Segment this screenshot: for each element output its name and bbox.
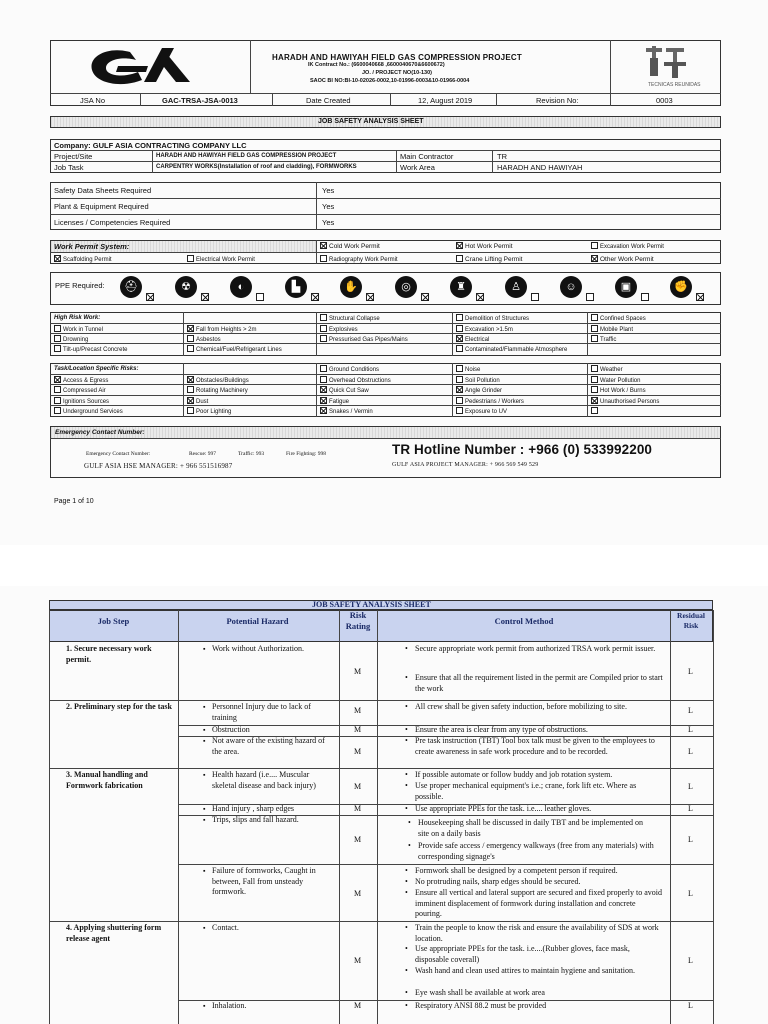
checkbox-icon	[320, 314, 327, 321]
gloves-icon: ✋	[340, 276, 362, 298]
plant-equipment-label: Plant & Equipment Required	[54, 202, 149, 211]
risk-rating-2b: M	[354, 725, 362, 734]
control-4b: • Use appropriate PPEs for the task. i.e....(Rubber gloves, face mask, disposable coverall)	[415, 944, 655, 965]
header-residual-risk: Residual Risk	[677, 611, 705, 630]
risk-contaminated-atmosphere[interactable]: Contaminated/Flammable Atmosphere	[456, 345, 567, 353]
emergency-fire-fighting: Fire Fighting: 998	[286, 451, 327, 457]
ppe-checkbox-goggles[interactable]	[421, 293, 429, 301]
checkbox-icon	[456, 376, 463, 383]
checkbox-icon	[320, 407, 327, 414]
risk-pressurised-gas[interactable]: Pressurised Gas Pipes/Mains	[320, 335, 408, 343]
risk-fall-from-heights[interactable]: Fall from Heights > 2m	[187, 325, 257, 333]
control-4a: • Train the people to know the risk and ensure the availability of SDS at work location.	[415, 923, 670, 944]
permit-electrical[interactable]: Electrical Work Permit	[187, 255, 255, 263]
residual-risk-2b: L	[688, 725, 693, 734]
hazard-4a: ▪ Contact.	[212, 923, 239, 934]
hand-protection-icon: ✊	[670, 276, 692, 298]
risk-tilt-up-precast[interactable]: Tilt-up/Precast Concrete	[54, 345, 127, 353]
checkbox-icon	[456, 255, 463, 262]
high-risk-title: High Risk Work:	[54, 315, 101, 321]
control-3a: • If possible automate or follow buddy and job rotation system.	[415, 770, 665, 781]
saoc-number: SAOC BI NO:BI-10-02026-0002,10-01996-0003&10-01966-0004	[310, 78, 470, 84]
permit-scaffolding[interactable]: Scaffolding Permit	[54, 255, 112, 263]
risk-confined-spaces[interactable]: Confined Spaces	[591, 314, 646, 322]
hazard-3a: ▪ Health hazard (i.e.... Muscular skeletal disease and back injury)	[212, 770, 334, 791]
ppe-label: PPE Required:	[55, 281, 105, 290]
control-3g: • No protruding nails, sharp edges should be secured.	[415, 877, 665, 888]
job-task-value: CARPENTRY WORKS(Installation of roof and cladding), FORMWORKS	[156, 164, 357, 170]
checkbox-icon	[591, 255, 598, 262]
risk-rating-2a: M	[354, 706, 362, 715]
checkbox-icon	[54, 255, 61, 262]
risk-work-in-tunnel[interactable]: Work in Tunnel	[54, 325, 103, 333]
hard-hat-icon: ⛑	[120, 276, 142, 298]
jsa-table-title: JOB SAFETY ANALYSIS SHEET	[312, 600, 431, 609]
emergency-rescue: Rescue: 997	[189, 451, 217, 457]
control-3d: • Housekeeping shall be discussed in daily TBT and be implemented on site on a daily basis	[418, 818, 653, 839]
tr-hotline: TR Hotline Number : +966 (0) 533992200	[392, 442, 653, 457]
work-permit-title: Work Permit System:	[54, 242, 130, 251]
risk-mobile-plant[interactable]: Mobile Plant	[591, 325, 633, 333]
work-area-label: Work Area	[400, 163, 435, 172]
permit-hot-work[interactable]: Hot Work Permit	[456, 242, 513, 250]
task-risk-ground-conditions[interactable]: Ground Conditions	[320, 365, 379, 373]
checkbox-icon	[187, 397, 194, 404]
checkbox-icon	[591, 242, 598, 249]
checkbox-icon	[456, 314, 463, 321]
risk-rating-3c: M	[354, 835, 362, 844]
hazard-4b: ▪ Inhalation.	[212, 1001, 246, 1012]
checkbox-icon	[456, 386, 463, 393]
page-separator	[0, 545, 768, 586]
jsa-no-value: GAC-TRSA-JSA-0013	[162, 96, 238, 105]
header-job-step: Job Step	[97, 616, 130, 626]
control-2a: • All crew shall be given safety induction, before mobilizing to site.	[415, 702, 675, 713]
hazard-3c: ▪ Trips, slips and fall hazard.	[212, 815, 299, 826]
risk-explosives[interactable]: Explosives	[320, 325, 358, 333]
ppe-checkbox-hard-hat[interactable]	[146, 293, 154, 301]
document-page-2	[0, 586, 768, 1024]
licenses-value: Yes	[322, 218, 335, 227]
ppe-checkbox-hand-protection[interactable]	[696, 293, 704, 301]
risk-rating-3b: M	[354, 804, 362, 813]
control-4d: • Eye wash shall be available at work area	[415, 988, 545, 999]
task-risk-unauthorised-persons[interactable]: Unauthorised Persons	[591, 397, 659, 405]
emergency-traffic: Traffic: 993	[238, 451, 265, 457]
safety-boots-icon: ▙	[285, 276, 307, 298]
ik-contract: IK Contract No.: (6600040668 ,6600040670&6600672)	[308, 62, 445, 68]
plant-equipment-value: Yes	[322, 202, 335, 211]
ppe-checkbox-ear-protection[interactable]	[256, 293, 264, 301]
ppe-checkbox-harness[interactable]	[531, 293, 539, 301]
checkbox-icon	[320, 242, 327, 249]
hazard-2c: ▪ Not aware of the existing hazard of the area.	[212, 736, 336, 757]
checkbox-icon	[54, 325, 61, 332]
sheet-title: JOB SAFETY ANALYSIS SHEET	[318, 118, 424, 125]
checkbox-icon	[54, 407, 61, 414]
checkbox-icon	[456, 325, 463, 332]
control-3c: • Use appropriate PPEs for the task. i.e.... leather gloves.	[415, 804, 591, 815]
company-name: Company: GULF ASIA CONTRACTING COMPANY LLC	[54, 141, 247, 150]
hazard-2a: ▪ Personnel Injury due to lack of training	[212, 702, 336, 723]
risk-rating-3d: M	[354, 889, 362, 898]
residual-risk-4a: L	[688, 956, 693, 965]
date-created-label: Date Created	[306, 96, 351, 105]
job-step-4: 4. Applying shuttering form release agent	[66, 923, 162, 943]
project-manager-contact: GULF ASIA PROJECT MANAGER: + 966 569 549 529	[392, 462, 539, 468]
hse-manager-contact: GULF ASIA HSE MANAGER: + 966 551516987	[84, 462, 233, 470]
checkbox-icon	[591, 365, 598, 372]
task-risk-compressed-air[interactable]: Compressed Air	[54, 386, 106, 394]
emergency-title: Emergency Contact Number:	[55, 429, 145, 436]
task-risk-rotating-machinery[interactable]: Rotating Machinery	[187, 386, 248, 394]
control-2c: • Pre task instruction (TBT) Tool box talk must be given to the employees to create awareness in safe work procedure and to be recorded.	[415, 736, 667, 757]
risk-asbestos[interactable]: Asbestos	[187, 335, 221, 343]
sds-required-label: Safety Data Sheets Required	[54, 186, 152, 195]
main-contractor-value: TR	[497, 152, 507, 161]
control-3e: • Provide safe access / emergency walkways (free from any materials) with corresponding signage's	[418, 841, 658, 862]
job-task-label: Job Task	[54, 163, 84, 172]
control-2b: • Ensure the area is clear from any type of obstructions.	[415, 725, 588, 736]
coverall-icon: ♜	[450, 276, 472, 298]
checkbox-icon	[187, 376, 194, 383]
checkbox-icon	[591, 386, 598, 393]
checkbox-icon	[54, 376, 61, 383]
project-site-value: HARADH AND HAWIYAH FIELD GAS COMPRESSION PROJECT	[156, 153, 337, 159]
checkbox-icon	[320, 365, 327, 372]
risk-chemical-fuel-lines[interactable]: Chemical/Fuel/Refrigerant Lines	[187, 345, 282, 353]
permit-crane-lifting[interactable]: Crane Lifting Permit	[456, 255, 522, 263]
checkbox-icon	[591, 314, 598, 321]
risk-structural-collapse[interactable]: Structural Collapse	[320, 314, 380, 322]
control-4e: • Respiratory ANSI 88.2 must be provided	[415, 1001, 546, 1012]
checkbox-icon	[320, 376, 327, 383]
revision-label: Revision No:	[536, 96, 579, 105]
task-risk-exposure-uv[interactable]: Exposure to UV	[456, 407, 507, 415]
task-risk-poor-lighting[interactable]: Poor Lighting	[187, 407, 231, 415]
hazard-3d: ▪ Failure of formworks, Caught in between, Fall from unsteady formwork.	[212, 866, 336, 898]
checkbox-icon	[54, 397, 61, 404]
residual-risk-2a: L	[688, 706, 693, 715]
residual-risk-3d: L	[688, 889, 693, 898]
task-risk-noise[interactable]: Noise	[456, 365, 480, 373]
header-control-method: Control Method	[494, 616, 554, 626]
checkbox-icon	[456, 335, 463, 342]
task-risks-title: Task/Location Specific Risks:	[54, 366, 139, 372]
goggles-icon: ◎	[395, 276, 417, 298]
job-step-2: 2. Preliminary step for the task	[66, 702, 172, 711]
task-risk-overhead-obstructions[interactable]: Overhead Obstructions	[320, 376, 391, 384]
jsa-table-header	[49, 610, 713, 642]
permit-radiography[interactable]: Radiography Work Permit	[320, 255, 398, 263]
ppe-checkbox-welding-mask[interactable]	[641, 293, 649, 301]
checkbox-icon	[54, 345, 61, 352]
face-shield-icon: ☺	[560, 276, 582, 298]
checkbox-icon	[320, 255, 327, 262]
task-risk-dust[interactable]: Dust	[187, 397, 208, 405]
permit-other-work[interactable]: Other Work Permit	[591, 255, 654, 263]
task-risk-water-pollution[interactable]: Water Pollution	[591, 376, 640, 384]
hazard-1: ▪ Work without Authorization.	[212, 644, 336, 655]
checkbox-icon	[320, 397, 327, 404]
residual-risk-2c: L	[688, 747, 693, 756]
welding-mask-icon: ▣	[615, 276, 637, 298]
checkbox-icon	[54, 386, 61, 393]
residual-risk-1: L	[688, 667, 693, 676]
respirator-icon: ☢	[175, 276, 197, 298]
checkbox-icon	[320, 386, 327, 393]
risk-rating-2c: M	[354, 747, 362, 756]
project-site-label: Project/Site	[54, 152, 93, 161]
emergency-contact-label: Emergency Contact Number:	[86, 451, 151, 457]
task-risk-underground-services[interactable]: Underground Services	[54, 407, 123, 415]
checkbox-icon	[591, 335, 598, 342]
header-potential-hazard: Potential Hazard	[226, 616, 289, 626]
permit-cold-work[interactable]: Cold Work Permit	[320, 242, 380, 250]
task-risk-snakes-vermin[interactable]: Snakes / Vermin	[320, 407, 373, 415]
ppe-checkbox-gloves[interactable]	[366, 293, 374, 301]
checkbox-icon	[320, 335, 327, 342]
risk-excavation[interactable]: Excavation >1.5m	[456, 325, 513, 333]
risk-traffic[interactable]: Traffic	[591, 335, 616, 343]
task-risk-obstacles[interactable]: Obstacles/Buildings	[187, 376, 249, 384]
job-step-3: 3. Manual handling and Formwork fabrication	[66, 770, 148, 790]
page-number: Page 1 of 10	[54, 498, 94, 505]
task-risk-blank[interactable]	[591, 407, 600, 415]
hazard-2b: ▪ Obstruction	[212, 725, 250, 736]
ppe-checkbox-respirator[interactable]	[201, 293, 209, 301]
risk-rating-4a: M	[354, 956, 362, 965]
risk-drowning[interactable]: Drowning	[54, 335, 88, 343]
task-risk-pedestrians[interactable]: Pedestrians / Workers	[456, 397, 524, 405]
checkbox-icon	[187, 345, 194, 352]
checkbox-icon	[456, 345, 463, 352]
header-risk-rating: Risk Rating	[345, 610, 371, 631]
checkbox-icon	[187, 255, 194, 262]
task-risk-fatigue[interactable]: Fatigue	[320, 397, 349, 405]
task-risk-soil-pollution[interactable]: Soil Pollution	[456, 376, 500, 384]
job-step-1: 1. Secure necessary work permit.	[66, 644, 152, 664]
checkbox-icon	[456, 242, 463, 249]
project-title: HARADH AND HAWIYAH FIELD GAS COMPRESSION PROJECT	[272, 53, 522, 62]
task-risk-weather[interactable]: Weather	[591, 365, 623, 373]
tecnicas-reunidas-text: TECNICAS REUNIDAS	[648, 82, 701, 88]
control-4c: • Wash hand and clean used attires to maintain hygiene and sanitation.	[415, 966, 655, 977]
checkbox-icon	[591, 397, 598, 404]
harness-icon: ♙	[505, 276, 527, 298]
checkbox-icon	[591, 376, 598, 383]
task-risk-hot-work[interactable]: Hot Work / Burns	[591, 386, 646, 394]
control-1a: • Secure appropriate work permit from authorized TRSA work permit issuer.	[415, 644, 665, 655]
task-risk-angle-grinder[interactable]: Angle Grinder	[456, 386, 502, 394]
ppe-checkbox-safety-boots[interactable]	[311, 293, 319, 301]
tecnicas-reunidas-logo	[620, 44, 715, 92]
ppe-checkbox-coverall[interactable]	[476, 293, 484, 301]
control-1b: • Ensure that all the requirement listed in the permit are Compiled prior to start the work	[415, 673, 665, 694]
permit-excavation[interactable]: Excavation Work Permit	[591, 242, 664, 250]
hazard-3b: ▪ Hand injury , sharp edges	[212, 804, 294, 815]
ear-protection-icon: ◐	[230, 276, 252, 298]
sds-required-value: Yes	[322, 186, 335, 195]
risk-demolition[interactable]: Demolition of Structures	[456, 314, 529, 322]
risk-rating-4b: M	[354, 1001, 362, 1010]
checkbox-icon	[187, 407, 194, 414]
checkbox-icon	[456, 407, 463, 414]
control-3h: • Ensure all vertical and lateral support are secured and fixed properly to avoid imminent displacement of formwork during installation and concrete pouring.	[415, 888, 663, 920]
checkbox-icon	[187, 335, 194, 342]
risk-electrical[interactable]: Electrical	[456, 335, 489, 343]
checkbox-icon	[187, 386, 194, 393]
checkbox-icon	[456, 365, 463, 372]
residual-risk-4b: L	[688, 1001, 693, 1010]
task-risk-access-egress[interactable]: Access & Egress	[54, 376, 108, 384]
checkbox-icon	[456, 397, 463, 404]
company-logo	[78, 44, 228, 90]
checkbox-icon	[54, 335, 61, 342]
checkbox-icon	[591, 325, 598, 332]
control-3b: • Use proper mechanical equipment's i.e.; crane, fork lift etc. Where as possible.	[415, 781, 645, 802]
task-risk-quick-cut-saw[interactable]: Quick Cut Saw	[320, 386, 369, 394]
checkbox-icon	[591, 407, 598, 414]
licenses-label: Licenses / Competencies Required	[54, 218, 171, 227]
residual-risk-3c: L	[688, 835, 693, 844]
work-area-value: HARADH AND HAWIYAH	[497, 163, 583, 172]
jo-project-number: JO. / PROJECT NO(10-130)	[362, 70, 432, 76]
main-contractor-label: Main Contractor	[400, 152, 454, 161]
date-created-value: 12, August 2019	[418, 96, 473, 105]
jsa-no-label: JSA No	[80, 96, 106, 105]
risk-rating-3a: M	[354, 782, 362, 791]
residual-risk-3b: L	[688, 804, 693, 813]
checkbox-icon	[187, 325, 194, 332]
ppe-checkbox-face-shield[interactable]	[586, 293, 594, 301]
residual-risk-3a: L	[688, 782, 693, 791]
checkbox-icon	[320, 325, 327, 332]
risk-rating-1: M	[354, 667, 362, 676]
task-risk-ignition-sources[interactable]: Ignitions Sources	[54, 397, 109, 405]
control-3f: • Formwork shall be designed by a competent person if required.	[415, 866, 675, 877]
revision-value: 0003	[656, 96, 673, 105]
